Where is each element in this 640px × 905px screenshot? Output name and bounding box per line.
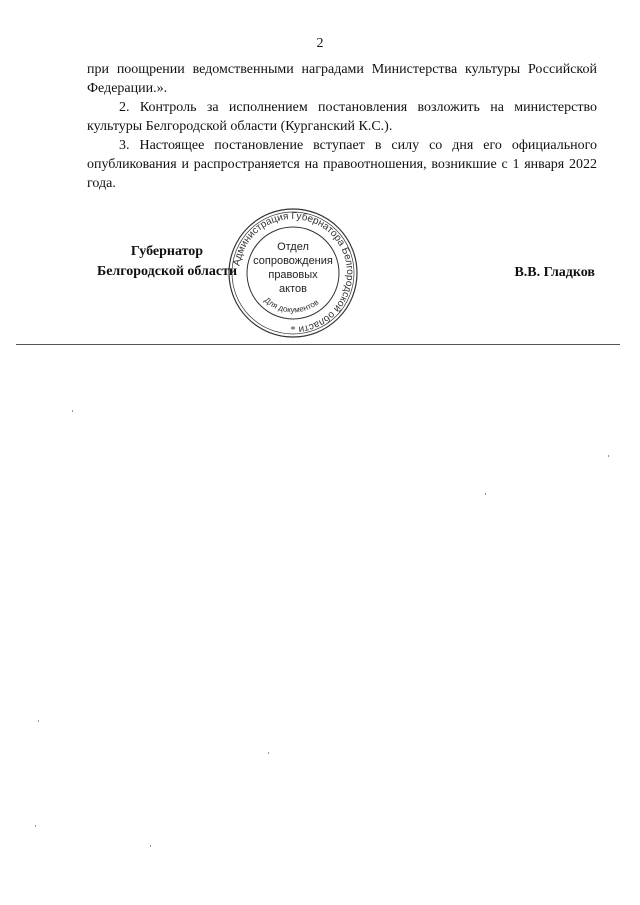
page-number: 2 [316,36,324,51]
signatory-title-line1: Губернатор [130,244,204,259]
seal-center-line1: Отдел [277,241,309,253]
scan-speck [608,455,609,457]
seal-center-line2: сопровождения [253,255,333,267]
seal-ring-text: Администрация Губернатора Белгородской области [231,210,356,335]
document-body [87,60,597,193]
paragraph-3: 3. Настоящее постановление вступает в силу со дня его официального опубликования и распространяется на правоотношения, возникшие с 1 января 2022 года. [87,138,597,191]
scan-speck [35,825,36,827]
scan-speck [485,493,486,495]
seal-center-line4: актов [279,283,307,295]
paragraph-2: 2. Контроль за исполнением постановления возложить на министерство культуры Белгородской области (Курганский К.С.). [87,100,597,134]
seal-center-text [252,240,334,296]
paragraph-continuation: при поощрении ведомственными наградами Министерства культуры Российской Федерации.». [87,62,597,96]
page-separator-line [16,344,620,345]
signatory-name: В.В. Гладков [514,265,595,280]
scan-speck [38,720,39,722]
seal-star: * [290,325,296,336]
scan-speck [268,752,269,754]
signatory-title-line2: Белгородской области [96,264,238,279]
seal-center-line3: правовых [268,269,318,281]
scan-speck [72,410,73,412]
seal-bottom-text: Для документов [262,295,321,315]
scan-speck [150,845,151,847]
